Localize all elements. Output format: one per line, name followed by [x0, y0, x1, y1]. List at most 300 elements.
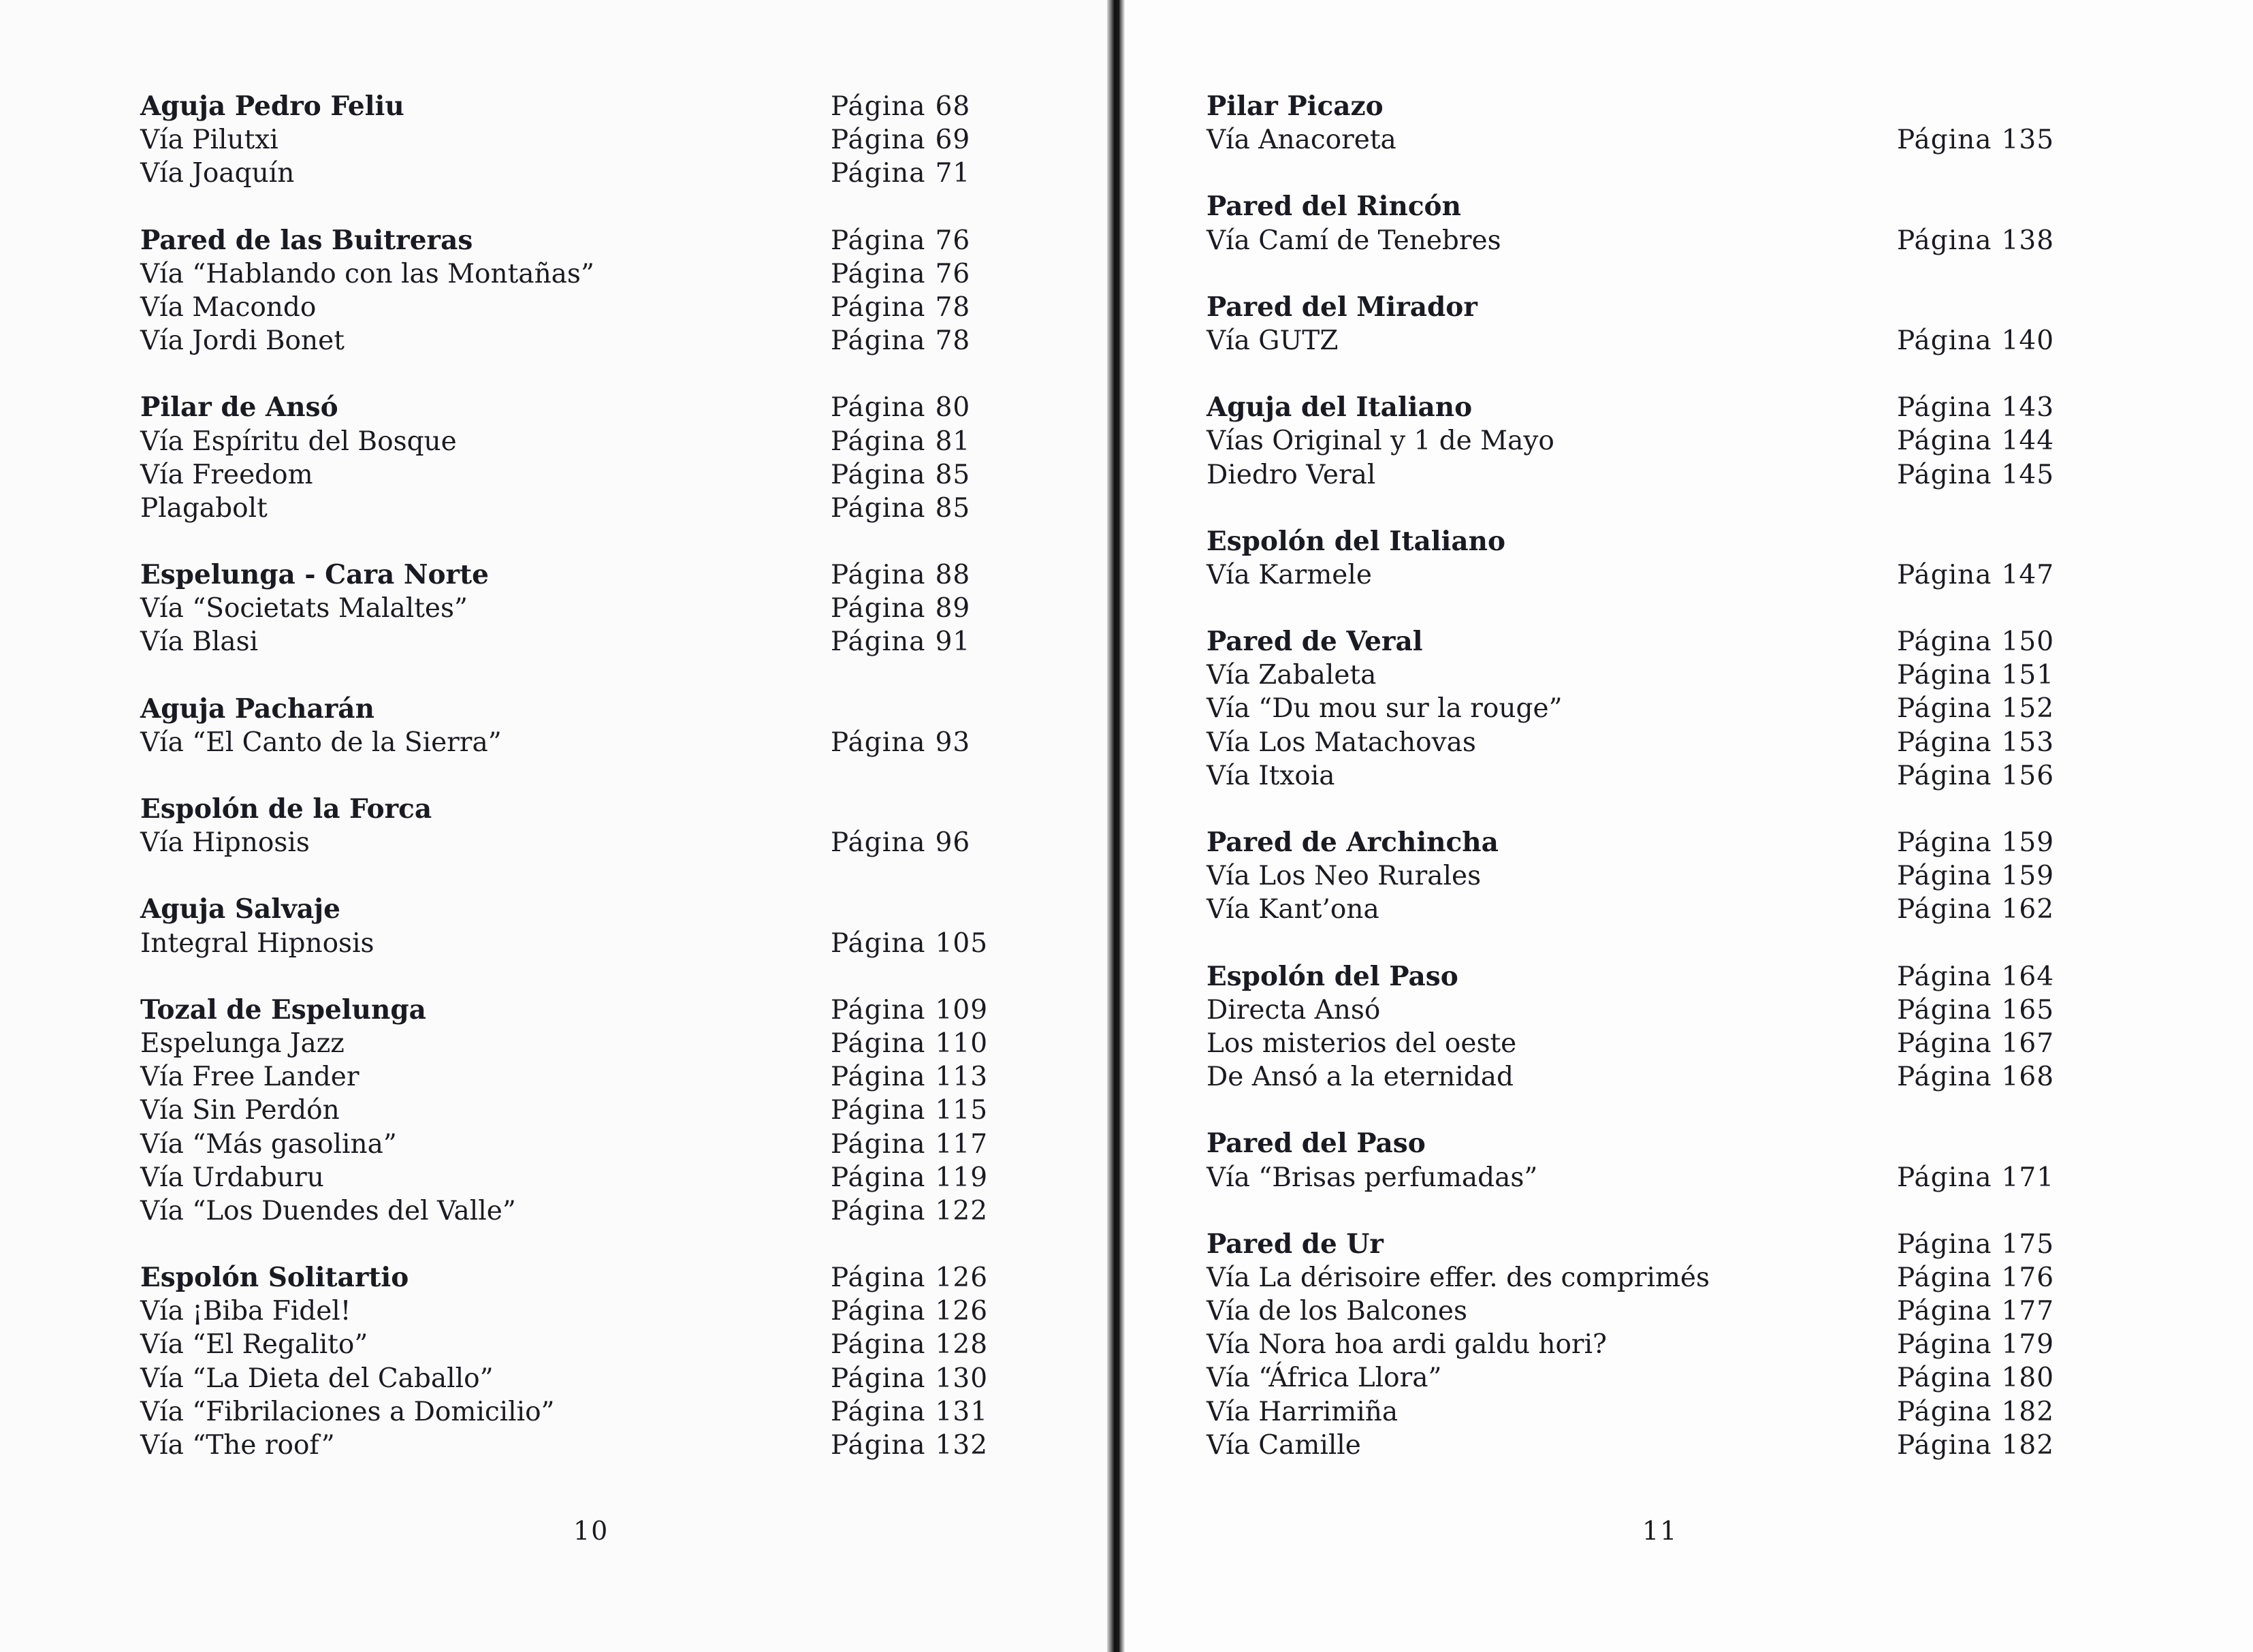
page-reference: [831, 927, 988, 960]
page-number: 176: [2001, 1262, 2055, 1293]
page-reference: [831, 1194, 988, 1228]
entry-label: Vía GUTZ: [1207, 325, 1339, 356]
section-heading: [140, 90, 1039, 123]
page-reference: [831, 625, 970, 658]
page-reference: [1897, 1294, 2054, 1328]
page-reference: [831, 123, 970, 157]
entry-label: Vía Harrimiña: [1207, 1396, 1399, 1427]
page-reference: [1897, 1328, 2054, 1361]
page-number: 113: [935, 1062, 989, 1093]
section-title: Pilar Picazo: [1207, 91, 1384, 122]
toc-entry: [1207, 324, 2105, 358]
toc-section: [140, 1261, 1039, 1462]
page-reference: [831, 1094, 988, 1127]
entry-label: Vía Kant’ona: [1207, 894, 1379, 925]
toc-section: [140, 90, 1039, 191]
page-word: Página: [1897, 693, 1992, 725]
page-number: 132: [935, 1430, 989, 1461]
entry-label: Vía Espíritu del Bosque: [140, 426, 457, 457]
toc-section: [1207, 291, 2105, 358]
page-word: Página: [831, 1028, 926, 1059]
entry-label: Vía Camille: [1207, 1429, 1361, 1461]
page-word: Página: [1897, 459, 1992, 490]
section-title: Pared del Rincón: [1207, 191, 1461, 223]
page-reference: [1897, 1395, 2054, 1429]
page-number: 85: [935, 492, 971, 524]
page-reference: [831, 592, 970, 625]
entry-label: Integral Hipnosis: [140, 927, 374, 959]
toc-section: [1207, 525, 2105, 592]
page-number: 182: [2001, 1429, 2055, 1461]
toc-entry: [140, 1094, 1039, 1127]
page-number: 179: [2001, 1329, 2055, 1361]
section-title: Pilar de Ansó: [140, 392, 338, 424]
gutter-shadow: [1119, 0, 1125, 1652]
toc-section: [1207, 1127, 2105, 1194]
page-word: Página: [1897, 392, 1992, 424]
page-number: 80: [935, 392, 971, 424]
page-number: 126: [935, 1296, 989, 1327]
page-number-left: 10: [573, 1516, 609, 1546]
page-reference: [1897, 692, 2054, 725]
section-heading: [140, 994, 1039, 1027]
page-number: 167: [2001, 1028, 2055, 1059]
section-heading: [1207, 1127, 2105, 1160]
page-word: Página: [831, 1396, 926, 1427]
entry-label: Vía “Más gasolina”: [140, 1128, 397, 1160]
page-number: 150: [2001, 626, 2055, 658]
toc-entry: [140, 927, 1039, 960]
toc-entry: [140, 1060, 1039, 1094]
page-reference: [831, 1362, 988, 1395]
page-reference: [831, 1128, 988, 1161]
page-word: Página: [831, 291, 926, 323]
page-word: Página: [831, 994, 926, 1026]
page-word: Página: [831, 1062, 926, 1093]
page-word: Página: [831, 727, 926, 758]
entry-label: Vías Original y 1 de Mayo: [1207, 426, 1554, 457]
entry-label: Vía Blasi: [140, 626, 259, 658]
page-number: 131: [935, 1396, 989, 1427]
page-number: 93: [935, 727, 971, 758]
page-reference: [831, 1027, 988, 1060]
toc-entry: [1207, 658, 2105, 692]
section-title: Espolón Solitartio: [140, 1262, 409, 1294]
entry-label: Vía “Fibrilaciones a Domicilio”: [140, 1396, 555, 1427]
page-number: 91: [935, 626, 971, 658]
page-reference: [1897, 391, 2054, 424]
page-reference: [1897, 759, 2054, 793]
entry-label: Vía “El Canto de la Sierra”: [140, 727, 502, 758]
page-reference: [1897, 224, 2054, 257]
page-reference: [1897, 1228, 2054, 1261]
page-number: 138: [2001, 225, 2055, 256]
entry-label: Vía Joaquín: [140, 158, 295, 189]
toc-entry: [1207, 1161, 2105, 1194]
page-reference: [1897, 625, 2054, 658]
page-word: Página: [1897, 1028, 1992, 1059]
page-number: 68: [935, 91, 971, 122]
section-heading: [1207, 1228, 2105, 1261]
entry-label: Vía “La Dieta del Caballo”: [140, 1363, 494, 1394]
section-heading: [140, 558, 1039, 592]
entry-label: Vía Camí de Tenebres: [1207, 225, 1501, 256]
toc-entry: [140, 1027, 1039, 1060]
page-word: Página: [1897, 225, 1992, 256]
section-title: Pared de Ur: [1207, 1228, 1384, 1260]
page-word: Página: [1897, 760, 1992, 791]
page-reference: [1897, 123, 2054, 157]
toc-entry: [1207, 458, 2105, 492]
entry-label: Diedro Veral: [1207, 459, 1376, 490]
page-word: Página: [1897, 1262, 1992, 1293]
page-word: Página: [831, 1329, 926, 1361]
section-heading: [140, 693, 1039, 726]
toc-section: [140, 224, 1039, 358]
page-number: 109: [935, 994, 989, 1026]
page-number: 81: [935, 426, 971, 457]
toc-section: [1207, 391, 2105, 492]
page-number: 140: [2001, 325, 2055, 356]
page-word: Página: [831, 927, 926, 959]
page-reference: [831, 90, 970, 123]
page-reference: [831, 1429, 988, 1462]
page-number: 147: [2001, 559, 2055, 590]
toc-entry: [1207, 726, 2105, 759]
page-reference: [831, 492, 970, 525]
toc-section: [1207, 625, 2105, 793]
page-word: Página: [1897, 426, 1992, 457]
section-title: Espolón del Paso: [1207, 960, 1458, 992]
page-reference: [831, 224, 970, 257]
page-word: Página: [831, 1195, 926, 1226]
page-word: Página: [1897, 1296, 1992, 1327]
page-word: Página: [1897, 861, 1992, 892]
page-number: 164: [2001, 961, 2055, 992]
section-title: Aguja Pedro Feliu: [140, 91, 404, 122]
page-word: Página: [831, 1430, 926, 1461]
page-word: Página: [1897, 961, 1992, 992]
page-word: Página: [831, 1262, 926, 1294]
page-number: 85: [935, 459, 971, 490]
page-number: 159: [2001, 861, 2055, 892]
page-word: Página: [1897, 1062, 1992, 1093]
toc-entry: [140, 592, 1039, 625]
toc-section: [1207, 90, 2105, 157]
entry-label: Vía La dérisoire effer. des comprimés: [1207, 1262, 1710, 1293]
section-heading: [1207, 525, 2105, 558]
page-number: 76: [935, 225, 971, 256]
page-number: 122: [935, 1195, 989, 1226]
page-number: 69: [935, 125, 971, 156]
entry-label: Vía Los Neo Rurales: [1207, 861, 1482, 892]
page-number: 135: [2001, 125, 2055, 156]
section-title: Aguja Salvaje: [140, 893, 340, 925]
page-number: 153: [2001, 727, 2055, 758]
toc-entry: [140, 425, 1039, 458]
page-word: Página: [1897, 1228, 1992, 1260]
toc-entry: [1207, 224, 2105, 257]
page-word: Página: [1897, 727, 1992, 758]
toc-entry: [140, 1328, 1039, 1361]
page-reference: [1897, 1261, 2054, 1294]
page-number: 96: [935, 827, 971, 859]
page-number: 115: [935, 1095, 989, 1126]
page-reference: [831, 558, 970, 592]
page-word: Página: [831, 1296, 926, 1327]
entry-label: Vía “Los Duendes del Valle”: [140, 1195, 516, 1226]
page-number: 162: [2001, 894, 2055, 925]
entry-label: Vía Jordi Bonet: [140, 325, 345, 357]
toc-entry: [1207, 123, 2105, 157]
toc-section: [140, 391, 1039, 525]
toc-entry: [1207, 692, 2105, 725]
page-word: Página: [831, 91, 926, 122]
page-word: Página: [1897, 660, 1992, 691]
page-reference: [831, 425, 970, 458]
page-word: Página: [1897, 559, 1992, 590]
toc-entry: [1207, 994, 2105, 1027]
toc-section: [1207, 960, 2105, 1094]
toc-entry: [1207, 1261, 2105, 1294]
entry-label: Espelunga Jazz: [140, 1028, 345, 1059]
page-reference: [1897, 458, 2054, 492]
section-heading: [140, 893, 1039, 926]
page-word: Página: [831, 827, 926, 859]
page-reference: [831, 1261, 988, 1294]
section-title: Espolón del Italiano: [1207, 525, 1505, 557]
page-reference: [1897, 1429, 2054, 1462]
page-reference: [831, 1395, 988, 1429]
entry-label: Vía Freedom: [140, 459, 313, 490]
page-word: Página: [1897, 894, 1992, 925]
page-number: 168: [2001, 1062, 2055, 1093]
page-number: 159: [2001, 827, 2055, 858]
section-heading: [1207, 90, 2105, 123]
page-word: Página: [831, 492, 926, 524]
page-number: 88: [935, 560, 971, 591]
page-word: Página: [1897, 1329, 1992, 1361]
page-word: Página: [1897, 325, 1992, 356]
entry-label: Vía Urdaburu: [140, 1162, 324, 1193]
page-reference: [831, 458, 970, 492]
toc-entry: [1207, 1027, 2105, 1060]
toc-entry: [1207, 1429, 2105, 1462]
entry-label: Directa Ansó: [1207, 994, 1381, 1026]
entry-label: Vía Macondo: [140, 291, 317, 323]
page-word: Página: [831, 325, 926, 357]
entry-label: Vía “Hablando con las Montañas”: [140, 258, 594, 289]
book-gutter: [1107, 0, 1119, 1652]
page-number: 89: [935, 593, 971, 624]
page-word: Página: [831, 1162, 926, 1193]
section-heading: [1207, 625, 2105, 658]
entry-label: Vía “Societats Malaltes”: [140, 593, 468, 624]
entry-label: Vía ¡Biba Fidel!: [140, 1296, 351, 1327]
entry-label: Vía Sin Perdón: [140, 1095, 340, 1126]
toc-entry: [1207, 1294, 2105, 1328]
page-reference: [1897, 994, 2054, 1027]
section-title: Pared de Veral: [1207, 626, 1423, 658]
page-reference: [831, 826, 970, 859]
toc-entry: [1207, 558, 2105, 592]
entry-label: Vía Free Lander: [140, 1062, 359, 1093]
page-word: Página: [1897, 125, 1992, 156]
section-heading: [140, 1261, 1039, 1294]
page-reference: [1897, 324, 2054, 358]
section-heading: [140, 391, 1039, 424]
toc-entry: [1207, 759, 2105, 793]
entry-label: Vía “The roof”: [140, 1430, 335, 1461]
toc-section: [140, 793, 1039, 859]
entry-label: Vía Nora hoa ardi galdu hori?: [1207, 1329, 1607, 1361]
toc-section: [1207, 190, 2105, 257]
page-reference: [831, 391, 970, 424]
table-of-contents-right: [1207, 90, 2105, 1495]
page-word: Página: [831, 426, 926, 457]
page-reference: [831, 1294, 988, 1328]
page-word: Página: [831, 225, 926, 256]
page-number: 143: [2001, 392, 2055, 424]
entry-label: Vía “África Llora”: [1207, 1363, 1442, 1394]
entry-label: Vía Pilutxi: [140, 125, 278, 156]
page-word: Página: [1897, 1429, 1992, 1461]
page-reference: [1897, 893, 2054, 926]
toc-section: [1207, 826, 2105, 927]
page-reference: [1897, 424, 2054, 458]
toc-entry: [140, 458, 1039, 492]
page-number: 180: [2001, 1363, 2055, 1394]
toc-entry: [140, 1429, 1039, 1462]
page-word: Página: [1897, 994, 1992, 1026]
page-number: 110: [935, 1028, 989, 1059]
entry-label: Vía Itxoia: [1207, 760, 1335, 791]
section-heading: [1207, 391, 2105, 424]
toc-entry: [140, 1395, 1039, 1429]
page-number: 144: [2001, 426, 2055, 457]
section-title: Pared de las Buitreras: [140, 224, 473, 256]
page-number: 78: [935, 291, 971, 323]
page-word: Página: [831, 125, 926, 156]
toc-section: [140, 693, 1039, 759]
section-heading: [1207, 291, 2105, 324]
entry-label: Los misterios del oeste: [1207, 1028, 1517, 1059]
section-heading: [140, 224, 1039, 257]
toc-entry: [1207, 1328, 2105, 1361]
entry-label: Plagabolt: [140, 492, 268, 524]
section-heading: [140, 793, 1039, 826]
toc-section: [140, 893, 1039, 959]
table-of-contents-left: [140, 90, 1039, 1495]
toc-entry: [140, 157, 1039, 190]
page-number: 126: [935, 1262, 989, 1294]
page-word: Página: [831, 1363, 926, 1394]
toc-entry: [1207, 1395, 2105, 1429]
page-number: 177: [2001, 1296, 2055, 1327]
page-reference: [1897, 658, 2054, 692]
toc-entry: [140, 324, 1039, 358]
toc-entry: [1207, 859, 2105, 893]
page-word: Página: [831, 626, 926, 658]
entry-label: Vía Karmele: [1207, 559, 1372, 590]
page-reference: [1897, 826, 2054, 859]
page-reference: [1897, 859, 2054, 893]
page-number: 119: [935, 1162, 989, 1193]
page-reference: [831, 257, 970, 291]
page-number: 76: [935, 258, 971, 289]
toc-entry: [140, 625, 1039, 658]
page-word: Página: [831, 1128, 926, 1160]
toc-entry: [1207, 1361, 2105, 1395]
entry-label: Vía Los Matachovas: [1207, 727, 1476, 758]
page-word: Página: [831, 593, 926, 624]
page-word: Página: [1897, 1396, 1992, 1427]
page-reference: [1897, 960, 2054, 994]
page-number: 171: [2001, 1162, 2055, 1193]
section-title: Espolón de la Forca: [140, 793, 432, 825]
entry-label: Vía “Du mou sur la rouge”: [1207, 693, 1563, 725]
entry-label: De Ansó a la eternidad: [1207, 1062, 1514, 1093]
page-number: 156: [2001, 760, 2055, 791]
entry-label: Vía “El Regalito”: [140, 1329, 368, 1361]
entry-label: Vía “Brisas perfumadas”: [1207, 1162, 1538, 1193]
section-title: Aguja del Italiano: [1207, 392, 1473, 424]
toc-entry: [1207, 893, 2105, 926]
page-reference: [831, 1161, 988, 1194]
toc-entry: [140, 1161, 1039, 1194]
page-reference: [1897, 1361, 2054, 1395]
toc-section: [1207, 1228, 2105, 1462]
section-title: Espelunga - Cara Norte: [140, 559, 489, 591]
page-word: Página: [831, 392, 926, 424]
toc-entry: [140, 826, 1039, 859]
entry-label: Vía Anacoreta: [1207, 125, 1396, 156]
toc-entry: [140, 291, 1039, 324]
page-number: 130: [935, 1363, 989, 1394]
page-reference: [831, 1060, 988, 1094]
toc-entry: [140, 123, 1039, 157]
page-word: Página: [1897, 1162, 1992, 1193]
page-reference: [831, 324, 970, 358]
left-page: [0, 0, 1117, 1652]
toc-entry: [140, 726, 1039, 759]
toc-entry: [140, 492, 1039, 525]
toc-section: [140, 558, 1039, 659]
page-word: Página: [1897, 626, 1992, 658]
page-word: Página: [831, 258, 926, 289]
page-reference: [1897, 558, 2054, 592]
page-number: 117: [935, 1128, 989, 1160]
page-word: Página: [831, 459, 926, 490]
page-number: 175: [2001, 1228, 2055, 1260]
page-word: Página: [831, 158, 926, 189]
toc-section: [140, 994, 1039, 1228]
page-reference: [831, 1328, 988, 1361]
toc-entry: [140, 1128, 1039, 1161]
section-heading: [1207, 826, 2105, 859]
page-word: Página: [831, 560, 926, 591]
section-title: Pared de Archincha: [1207, 827, 1499, 858]
page-reference: [1897, 1161, 2054, 1194]
page-reference: [831, 291, 970, 324]
entry-label: Vía de los Balcones: [1207, 1296, 1468, 1327]
toc-entry: [140, 1294, 1039, 1328]
section-title: Pared del Mirador: [1207, 291, 1477, 323]
entry-label: Vía Zabaleta: [1207, 660, 1377, 691]
page-word: Página: [1897, 827, 1992, 858]
toc-entry: [140, 257, 1039, 291]
section-heading: [1207, 960, 2105, 994]
